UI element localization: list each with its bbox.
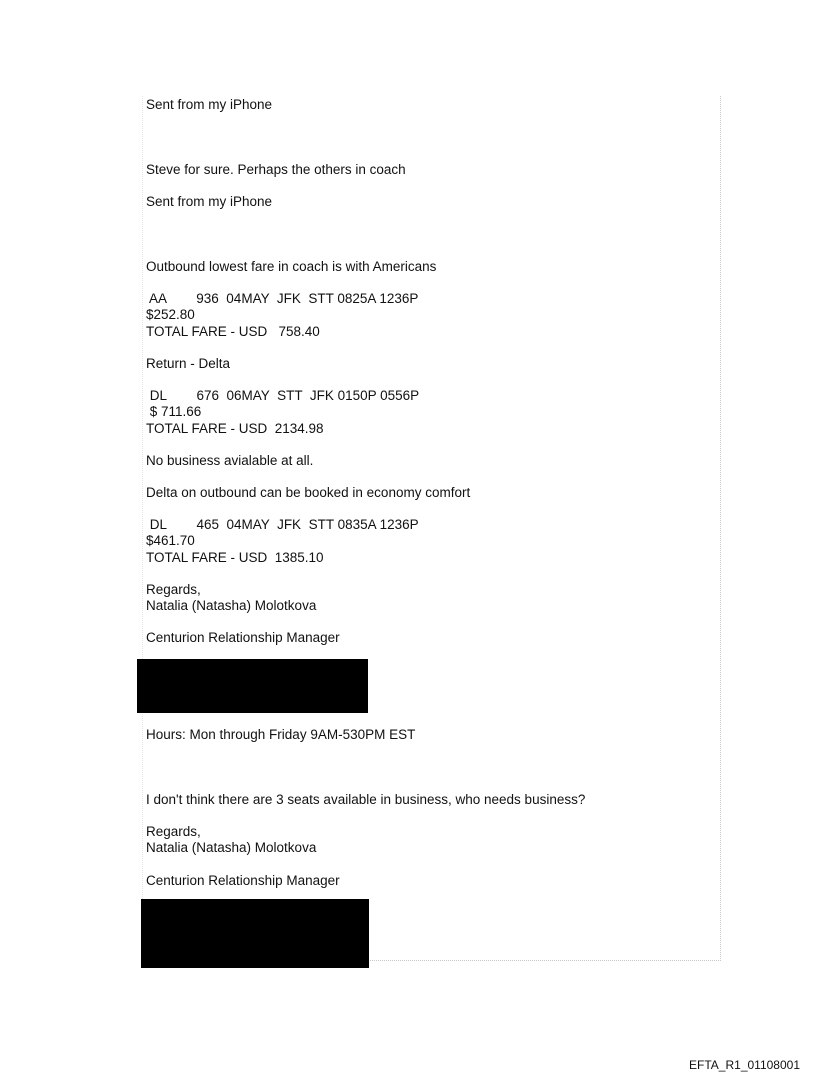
signature-regards: Regards, <box>146 824 201 839</box>
signature-title: Centurion Relationship Manager <box>146 873 340 888</box>
signature-regards: Regards, <box>146 582 201 597</box>
flight-line: AA 936 04MAY JFK STT 0825A 1236P <box>146 291 419 306</box>
redaction-box <box>137 659 368 713</box>
message-text: I don't think there are 3 seats available in business, who needs business? <box>146 792 586 807</box>
sent-from-line: Sent from my iPhone <box>146 97 273 112</box>
flight-total: TOTAL FARE - USD 758.40 <box>146 324 320 339</box>
sent-from-line: Sent from my iPhone <box>146 194 273 209</box>
flight-price: $ 711.66 <box>146 404 202 419</box>
flight-line: DL 465 04MAY JFK STT 0835A 1236P <box>146 517 419 532</box>
flight-total: TOTAL FARE - USD 1385.10 <box>146 550 324 565</box>
signature-hours: Hours: Mon through Friday 9AM-530PM EST <box>146 727 416 742</box>
signature-title: Centurion Relationship Manager <box>146 630 340 645</box>
message-text: Return - Delta <box>146 356 231 371</box>
flight-line: DL 676 06MAY STT JFK 0150P 0556P <box>146 388 420 403</box>
flight-total: TOTAL FARE - USD 2134.98 <box>146 421 324 436</box>
signature-name: Natalia (Natasha) Molotkova <box>146 598 317 613</box>
message-text: Outbound lowest fare in coach is with Americans <box>146 259 437 274</box>
redaction-box <box>141 899 369 968</box>
document-id: EFTA_R1_01108001 <box>689 1058 800 1072</box>
flight-price: $252.80 <box>146 307 195 322</box>
signature-name: Natalia (Natasha) Molotkova <box>146 840 317 855</box>
flight-price: $461.70 <box>146 533 195 548</box>
message-text: Delta on outbound can be booked in economy comfort <box>146 485 471 500</box>
message-text: Steve for sure. Perhaps the others in coach <box>146 162 406 177</box>
message-text: No business avialable at all. <box>146 453 314 468</box>
